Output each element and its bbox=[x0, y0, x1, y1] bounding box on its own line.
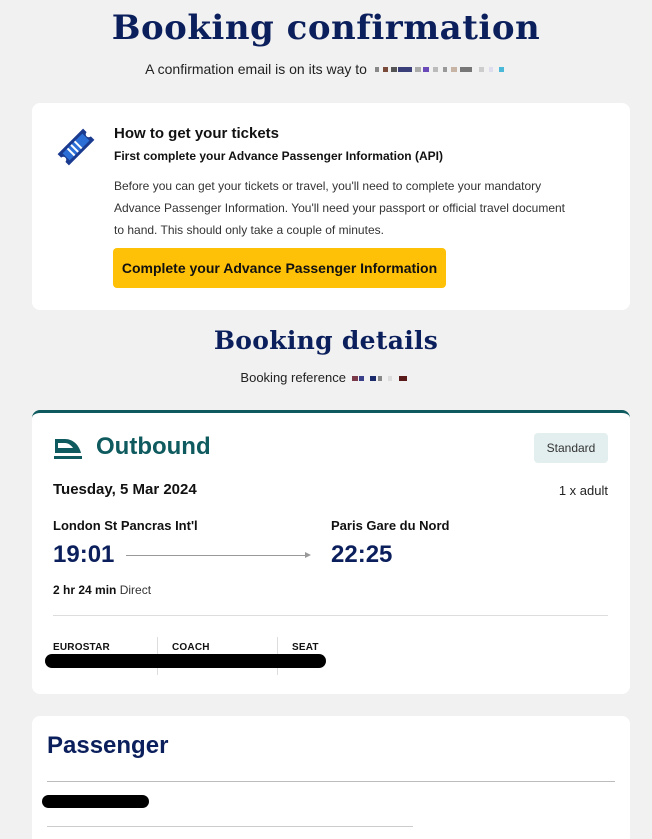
service-type: Direct bbox=[119, 583, 152, 597]
booking-reference bbox=[0, 370, 652, 385]
tickets-subtitle: First complete your Advance Passenger Information (API) bbox=[114, 149, 443, 163]
departure-time: 19:01 bbox=[53, 541, 115, 568]
divider bbox=[53, 615, 608, 616]
passenger-card bbox=[32, 716, 630, 839]
page-title: Booking confirmation bbox=[111, 8, 541, 48]
email-notice-text: A confirmation email is on its way to bbox=[145, 61, 367, 77]
booking-reference-label: Booking reference bbox=[240, 370, 346, 385]
arrival-station: Paris Gare du Nord bbox=[331, 518, 450, 533]
booking-details-title: Booking details bbox=[213, 326, 439, 355]
ticket-icon bbox=[54, 125, 98, 169]
redacted-train-details bbox=[45, 654, 326, 668]
redacted-booking-reference bbox=[350, 373, 412, 385]
arrival-time: 22:25 bbox=[331, 541, 393, 568]
departure-station: London St Pancras Int'l bbox=[53, 518, 198, 533]
column-label-seat: SEAT bbox=[292, 642, 319, 653]
outbound-card bbox=[32, 410, 630, 694]
complete-api-button[interactable]: Complete your Advance Passenger Information bbox=[113, 248, 446, 288]
arrow-right-icon bbox=[305, 552, 311, 558]
passenger-count: 1 x adult bbox=[558, 483, 608, 498]
class-badge: Standard bbox=[534, 433, 608, 463]
journey-duration bbox=[53, 583, 151, 597]
divider bbox=[47, 826, 413, 827]
duration-text: 2 hr 24 min bbox=[53, 583, 117, 597]
tickets-body-text: Before you can get your tickets or travel, you'll need to complete your mandatory Advance Passenger Information. You'll need your passport or official travel document to hand. This should only take a couple of minutes. bbox=[114, 179, 566, 237]
passenger-title: Passenger bbox=[47, 732, 169, 759]
journey-line bbox=[126, 555, 309, 556]
tickets-title: How to get your tickets bbox=[114, 125, 280, 142]
redacted-passenger-name bbox=[42, 795, 149, 808]
column-label-eurostar: EUROSTAR bbox=[53, 642, 110, 653]
redacted-email bbox=[371, 64, 507, 76]
tickets-card bbox=[32, 103, 630, 310]
travel-date: Tuesday, 5 Mar 2024 bbox=[53, 481, 197, 498]
column-label-coach: COACH bbox=[172, 642, 210, 653]
outbound-title: Outbound bbox=[96, 433, 211, 460]
train-icon bbox=[53, 435, 83, 461]
divider bbox=[47, 781, 615, 782]
email-notice bbox=[0, 61, 652, 77]
